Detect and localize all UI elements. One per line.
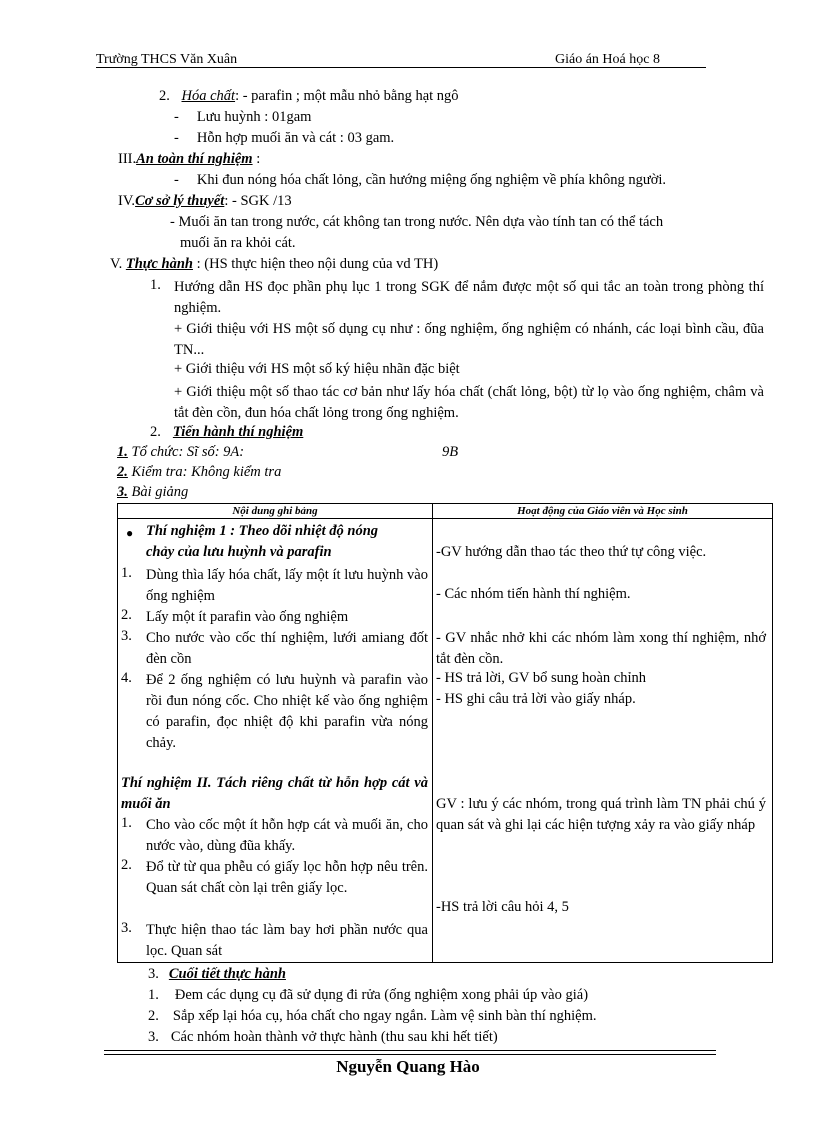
practice-p1: Hướng dẫn HS đọc phần phụ lục 1 trong SGK để nắm được một số qui tắc an toàn trong phòng thí nghiệm.: [174, 279, 764, 316]
theory-title: Cơ sở lý thuyết: [135, 193, 225, 209]
chem-title: Hóa chất: [181, 88, 236, 104]
exp2-title: Thí nghiệm II. Tách riêng chất từ hỗn hợp cát và muối ăn: [121, 775, 428, 812]
exp1-step-2-num: 2.: [121, 607, 132, 623]
right-note-7: -HS trả lời câu hỏi 4, 5: [436, 899, 569, 915]
exp2-step-1: Cho vào cốc một ít hỗn hợp cát và muối ăn, cho nước vào, dùng đũa khấy.: [146, 817, 428, 854]
exp2-step-1-num: 1.: [121, 815, 132, 831]
theory-line-2: muối ăn ra khỏi cát.: [180, 235, 296, 251]
exp1-step-1-num: 1.: [121, 565, 132, 581]
table-head-right: Hoạt động của Giáo viên và Học sinh: [433, 504, 773, 519]
practice-p4: + Giới thiệu một số thao tác cơ bản như lấy hóa chất (chất lỏng, bột) từ lọ vào ống nghiệm, châm và tắt đèn cồn, đun hóa chất lỏng trong ống nghiệm.: [174, 384, 764, 421]
practice-p5: 2. Tiến hành thí nghiệm: [150, 424, 304, 440]
right-note-3: - GV nhắc nhở khi các nhóm làm xong thí nghiệm, nhớ tắt đèn cồn.: [436, 630, 766, 667]
org-line-3: 3. Bài giảng: [117, 484, 189, 500]
right-note-6: GV : lưu ý các nhóm, trong quá trình làm TN phải chú ý quan sát và ghi lại các hiện tượng xảy ra vào giấy nháp: [436, 796, 766, 833]
table-right-cell: [433, 519, 773, 963]
practice-p5-title: Tiến hành thí nghiệm: [172, 424, 304, 440]
chem-line: [159, 88, 459, 105]
footer-divider-1: [104, 1050, 716, 1051]
exp1-step-3: Cho nước vào cốc thí nghiệm, lưới amiang đốt đèn cồn: [146, 630, 428, 667]
org-line-1: 1. Tổ chức: Sĩ số: 9A:: [117, 444, 245, 460]
exp1-step-3-num: 3.: [121, 628, 132, 644]
exp2-step-3-num: 3.: [121, 920, 132, 936]
table-body-row: [118, 519, 773, 963]
practice-title: Thực hành: [125, 256, 193, 272]
exp1-step-4: Để 2 ống nghiệm có lưu huỳnh và parafin vào rồi đun nóng cốc. Cho nhiệt kế vào ống nghiệm có parafin, đọc nhiệt độ khi parafin vừa nóng chảy.: [146, 672, 428, 751]
footer-author: Nguyễn Quang Hào: [336, 1057, 480, 1076]
practice-p2: + Giới thiệu với HS một số dụng cụ như : ống nghiệm, ống nghiệm có nhánh, các loại bình cầu, đũa TN...: [174, 321, 764, 358]
exp1-title-b: chảy của lưu huỳnh và parafin: [146, 544, 332, 560]
theory-heading: IV.Cơ sở lý thuyết: - SGK /13: [118, 193, 292, 209]
org-line-2: 2. Kiểm tra: Không kiểm tra: [117, 464, 282, 480]
exp1-step-4-num: 4.: [121, 670, 132, 686]
exp1-step-1: Dùng thìa lấy hóa chất, lấy một ít lưu huỳnh vào ống nghiệm: [146, 567, 428, 604]
safety-heading: III.An toàn thí nghiệm :: [118, 151, 261, 167]
end-title: Cuối tiết thực hành: [168, 966, 286, 982]
header-school: Trường THCS Văn Xuân: [96, 52, 238, 67]
chem-item-1: - Lưu huỳnh : 01gam: [174, 109, 312, 125]
right-note-1: -GV hướng dẫn thao tác theo thứ tự công việc.: [436, 544, 707, 560]
bullet-icon: ●: [126, 526, 134, 540]
lesson-table: [117, 503, 773, 963]
exp2-step-2-num: 2.: [121, 857, 132, 873]
theory-line-1: - Muối ăn tan trong nước, cát không tan trong nước. Nên dựa vào tính tan có thể tách: [170, 214, 664, 230]
practice-p3: + Giới thiệu với HS một số ký hiệu nhãn đặc biệt: [174, 361, 460, 377]
exp2-step-3: Thực hiện thao tác làm bay hơi phần nước qua lọc. Quan sát: [146, 922, 428, 959]
right-note-4: - HS trả lời, GV bổ sung hoàn chỉnh: [436, 670, 646, 686]
table-left-cell: [118, 519, 433, 963]
header-divider: [96, 67, 706, 68]
safety-item: - Khi đun nóng hóa chất lỏng, cần hướng miệng ống nghiệm về phía không người.: [174, 172, 667, 188]
end-item-3: 3. Các nhóm hoàn thành vở thực hành (thu sau khi hết tiết): [148, 1029, 498, 1045]
safety-title: An toàn thí nghiệm: [136, 151, 253, 167]
chem-item-2: - Hỗn hợp muối ăn và cát : 03 gam.: [174, 130, 395, 146]
practice-heading: V. Thực hành : (HS thực hiện theo nội dung của vd TH): [110, 256, 439, 272]
chem-text: : - parafin ; một mẫu nhỏ bằng hạt ngô: [235, 88, 459, 104]
footer-divider-2: [104, 1054, 716, 1055]
exp1-title-a: Thí nghiệm 1 : Theo dõi nhiệt độ nóng: [146, 523, 379, 539]
end-item-1: 1. Đem các dụng cụ đã sử dụng đi rửa (ống nghiệm xong phải úp vào giá): [148, 987, 589, 1003]
table-header-row: [118, 504, 773, 519]
end-heading: 3. Cuối tiết thực hành: [148, 966, 286, 982]
right-note-2: - Các nhóm tiến hành thí nghiệm.: [436, 586, 631, 602]
practice-p1-num: 1.: [150, 277, 161, 293]
end-item-2: 2. Sắp xếp lại hóa cụ, hóa chất cho ngay ngắn. Làm vệ sinh bàn thí nghiệm.: [148, 1008, 597, 1024]
right-note-5: - HS ghi câu trả lời vào giấy nháp.: [436, 691, 636, 707]
exp2-step-2: Đổ từ từ qua phễu có giấy lọc hỗn hợp nêu trên. Quan sát chất còn lại trên giấy lọc.: [146, 859, 428, 896]
chem-num: 2.: [159, 88, 170, 104]
org-line-1b: 9B: [442, 444, 459, 460]
exp1-step-2: Lấy một ít parafin vào ống nghiệm: [146, 609, 349, 625]
table-head-left: Nội dung ghi bảng: [118, 504, 433, 519]
header-subject: Giáo án Hoá học 8: [555, 52, 660, 67]
